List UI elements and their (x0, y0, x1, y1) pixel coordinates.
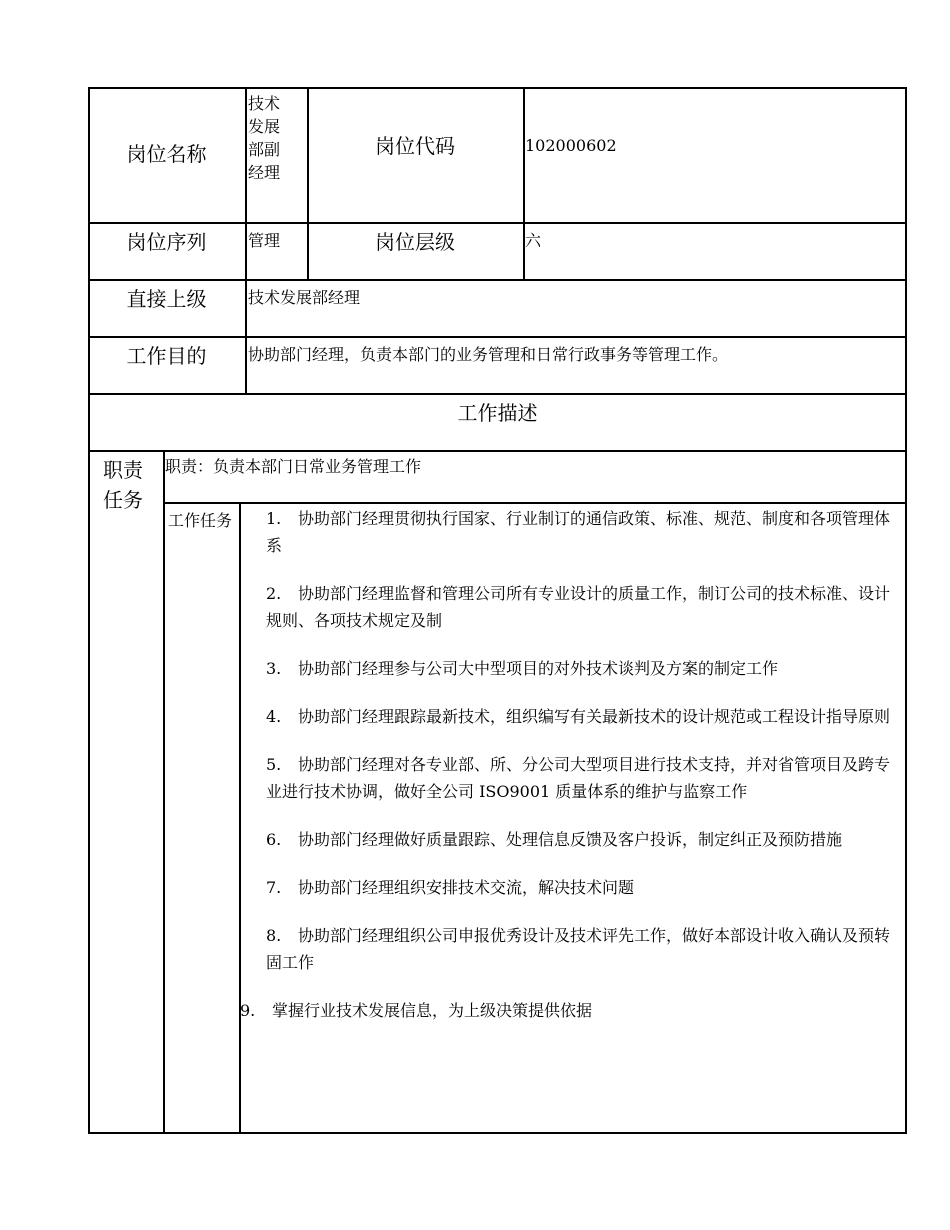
task-label: 工作任务 (168, 511, 233, 530)
task-number: 5. (266, 755, 282, 774)
task-text: 协助部门经理组织安排技术交流，解决技术问题 (298, 878, 635, 897)
task-text: 协助部门经理组织公司申报优秀设计及技术评先工作，做好本部设计收入确认及预转固工作 (266, 926, 891, 972)
post-name-value: 技术发展部副经理 (248, 94, 281, 182)
task-number: 4. (266, 707, 282, 726)
description-header: 工作描述 (457, 400, 538, 425)
superior-label: 直接上级 (126, 286, 207, 311)
post-series-value: 管理 (248, 231, 281, 250)
duty-label: 职责任务 (103, 458, 143, 512)
task-item (266, 922, 898, 976)
post-level-value: 六 (525, 231, 542, 250)
task-text: 掌握行业技术发展信息，为上级决策提供依据 (272, 1001, 593, 1020)
task-number: 7. (266, 878, 282, 897)
task-number: 2. (266, 584, 282, 603)
duty-text: 职责：负责本部门日常业务管理工作 (165, 457, 422, 476)
superior-value: 技术发展部经理 (248, 288, 361, 307)
post-code-label: 岗位代码 (375, 134, 455, 158)
purpose-label: 工作目的 (126, 343, 207, 368)
purpose-value: 协助部门经理，负责本部门的业务管理和日常行政事务等管理工作。 (248, 345, 729, 364)
task-item (266, 505, 898, 559)
task-list (240, 505, 898, 1045)
task-text: 协助部门经理做好质量跟踪、处理信息反馈及客户投诉，制定纠正及预防措施 (298, 830, 843, 849)
table-border-right (905, 87, 907, 1133)
task-text: 协助部门经理监督和管理公司所有专业设计的质量工作，制订公司的技术标准、设计规则、各项技术规定及制 (266, 584, 891, 630)
row-divider (163, 502, 907, 504)
post-code-value: 102000602 (525, 136, 617, 155)
task-item (266, 751, 898, 805)
row-divider (88, 450, 907, 452)
task-item (266, 655, 898, 682)
post-level-label: 岗位层级 (375, 229, 455, 254)
task-number: 3. (266, 659, 282, 678)
task-number: 9. (240, 1001, 256, 1020)
task-number: 8. (266, 926, 282, 945)
task-text: 协助部门经理贯彻执行国家、行业制订的通信政策、标准、规范、制度和各项管理体系 (266, 509, 891, 555)
task-text: 协助部门经理跟踪最新技术，组织编写有关最新技术的设计规范或工程设计指导原则 (298, 707, 891, 726)
task-item (266, 874, 898, 901)
task-item (240, 997, 898, 1024)
task-item (266, 826, 898, 853)
table-border-bottom (88, 1132, 907, 1134)
task-text: 协助部门经理参与公司大中型项目的对外技术谈判及方案的制定工作 (298, 659, 779, 678)
task-number: 1. (266, 509, 282, 528)
col-divider (239, 502, 241, 1133)
task-item (266, 580, 898, 634)
task-item (266, 703, 898, 730)
col-divider (245, 87, 247, 394)
task-text: 协助部门经理对各专业部、所、分公司大型项目进行技术支持，并对省管项目及跨专业进行技术协调，做好全公司 ISO9001 质量体系的维护与监察工作 (266, 755, 891, 801)
post-series-label: 岗位序列 (126, 229, 207, 254)
post-name-label: 岗位名称 (126, 142, 207, 166)
task-number: 6. (266, 830, 282, 849)
col-divider (163, 450, 165, 1133)
